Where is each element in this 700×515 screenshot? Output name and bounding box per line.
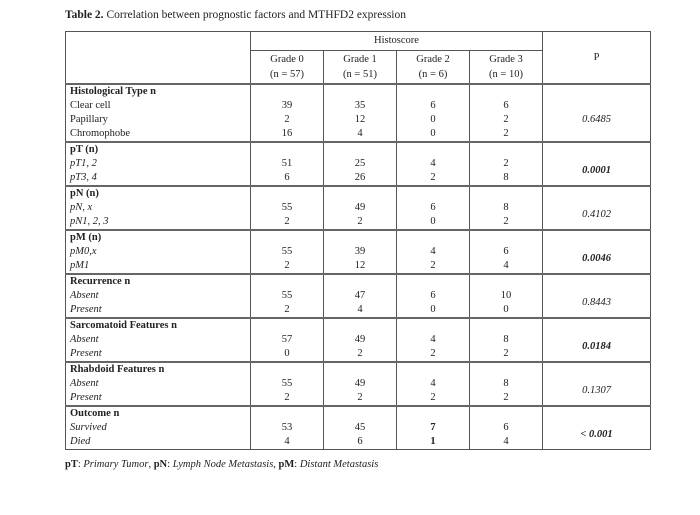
grade-name: Grade 2: [416, 54, 450, 65]
value-cell: 53: [251, 421, 324, 435]
value-cell: 12: [324, 259, 397, 274]
empty-cell: [470, 142, 543, 157]
empty-cell: [324, 84, 397, 99]
histoscore-header: Histoscore: [251, 32, 543, 51]
value-cell: 39: [324, 245, 397, 259]
value-cell: 4: [470, 435, 543, 450]
empty-cell: [324, 230, 397, 245]
table-row: [66, 377, 651, 391]
empty-cell: [251, 84, 324, 99]
value-cell: 2: [251, 391, 324, 406]
table-body: [66, 84, 651, 450]
value-cell: 2: [470, 157, 543, 171]
p-value: < 0.001: [543, 421, 651, 450]
empty-cell: [397, 274, 470, 289]
p-value: 0.6485: [543, 99, 651, 142]
value-cell: 2: [251, 215, 324, 230]
value-cell: 2: [324, 347, 397, 362]
value-cell: 2: [251, 113, 324, 127]
value-cell: 2: [397, 347, 470, 362]
empty-cell: [397, 406, 470, 421]
value-cell: 55: [251, 245, 324, 259]
empty-cell: [470, 230, 543, 245]
grade-n: (n = 6): [418, 69, 448, 80]
grade-header: [324, 51, 397, 85]
value-cell: 2: [470, 215, 543, 230]
value-cell: 47: [324, 289, 397, 303]
value-cell: 49: [324, 201, 397, 215]
value-cell: 49: [324, 377, 397, 391]
value-cell: 0: [397, 215, 470, 230]
value-cell: 0: [251, 347, 324, 362]
value-cell: 8: [470, 201, 543, 215]
value-cell: 2: [470, 347, 543, 362]
caption-text: Correlation between prognostic factors and MTHFD2 expression: [103, 9, 407, 21]
grade-n: (n = 10): [489, 69, 523, 80]
value-cell: 25: [324, 157, 397, 171]
grade-name: Grade 3: [489, 54, 523, 65]
row-label: pN1, 2, 3: [66, 215, 251, 230]
row-label: pT1, 2: [66, 157, 251, 171]
value-cell: 55: [251, 377, 324, 391]
value-cell: 4: [397, 157, 470, 171]
value-cell: 4: [324, 127, 397, 142]
value-cell: 2: [470, 127, 543, 142]
group-title: pN (n): [66, 186, 251, 201]
row-label: Absent: [66, 377, 251, 391]
footnote-def: Primary Tumor: [83, 459, 149, 470]
empty-cell: [324, 274, 397, 289]
row-label: pM1: [66, 259, 251, 274]
value-cell: 4: [470, 259, 543, 274]
p-value: 0.0046: [543, 245, 651, 274]
group-header-row: [66, 186, 651, 201]
group-title: Histological Type n: [66, 84, 251, 99]
group-header-row: [66, 362, 651, 377]
empty-cell: [397, 230, 470, 245]
footnote-abbr: pN: [153, 459, 168, 470]
group-title: Outcome n: [66, 406, 251, 421]
empty-cell: [543, 142, 651, 157]
value-cell: 0: [397, 113, 470, 127]
value-cell: 0: [397, 127, 470, 142]
empty-cell: [470, 186, 543, 201]
row-label: pM0,x: [66, 245, 251, 259]
value-cell: 2: [397, 171, 470, 186]
empty-cell: [251, 406, 324, 421]
value-cell: 6: [397, 99, 470, 113]
group-title: Rhabdoid Features n: [66, 362, 251, 377]
value-cell: 2: [470, 391, 543, 406]
table-row: [66, 245, 651, 259]
value-cell: 4: [397, 245, 470, 259]
value-cell: 55: [251, 201, 324, 215]
value-cell: 49: [324, 333, 397, 347]
table-row: [66, 289, 651, 303]
group-title: pT (n): [66, 142, 251, 157]
value-cell: 2: [397, 259, 470, 274]
value-cell: 55: [251, 289, 324, 303]
table-caption: [65, 8, 651, 23]
empty-cell: [470, 274, 543, 289]
table-row: [66, 99, 651, 113]
grade-n: (n = 57): [270, 69, 304, 80]
empty-cell: [543, 186, 651, 201]
footnote-def: Distant Metastasis: [299, 459, 379, 470]
value-cell: 7: [397, 421, 470, 435]
grade-header: [251, 51, 324, 85]
empty-cell: [251, 142, 324, 157]
p-value: 0.1307: [543, 377, 651, 406]
empty-cell: [543, 406, 651, 421]
p-header: P: [543, 32, 651, 85]
empty-cell: [324, 406, 397, 421]
value-cell: 8: [470, 333, 543, 347]
p-value: 0.0001: [543, 157, 651, 186]
empty-cell: [324, 318, 397, 333]
row-label: Absent: [66, 289, 251, 303]
value-cell: 39: [251, 99, 324, 113]
grade-header: [397, 51, 470, 85]
value-cell: 0: [470, 303, 543, 318]
group-header-row: [66, 274, 651, 289]
empty-cell: [543, 230, 651, 245]
value-cell: 12: [324, 113, 397, 127]
value-cell: 4: [324, 303, 397, 318]
row-label: pT3, 4: [66, 171, 251, 186]
footnote-def: Lymph Node Metastasis: [172, 459, 274, 470]
empty-cell: [324, 142, 397, 157]
empty-cell: [470, 406, 543, 421]
row-label: Present: [66, 391, 251, 406]
value-cell: 2: [251, 259, 324, 274]
empty-cell: [470, 318, 543, 333]
caption-label: Table 2.: [65, 9, 104, 21]
value-cell: 35: [324, 99, 397, 113]
empty-cell: [470, 362, 543, 377]
value-cell: 6: [251, 171, 324, 186]
value-cell: 0: [397, 303, 470, 318]
grade-n: (n = 51): [343, 69, 377, 80]
row-label: Papillary: [66, 113, 251, 127]
empty-cell: [251, 274, 324, 289]
empty-cell: [543, 318, 651, 333]
value-cell: 4: [251, 435, 324, 450]
value-cell: 4: [397, 377, 470, 391]
empty-cell: [251, 186, 324, 201]
row-label: Absent: [66, 333, 251, 347]
empty-cell: [543, 362, 651, 377]
empty-cell: [397, 318, 470, 333]
value-cell: 2: [251, 303, 324, 318]
value-cell: 6: [470, 245, 543, 259]
correlation-table: [65, 31, 651, 450]
value-cell: 51: [251, 157, 324, 171]
empty-cell: [397, 362, 470, 377]
value-cell: 2: [324, 215, 397, 230]
p-value: 0.8443: [543, 289, 651, 318]
header-blank: [66, 32, 251, 85]
value-cell: 2: [324, 391, 397, 406]
footnote-abbr: pT: [65, 459, 78, 470]
empty-cell: [251, 318, 324, 333]
empty-cell: [251, 362, 324, 377]
empty-cell: [251, 230, 324, 245]
table-row: [66, 201, 651, 215]
group-header-row: [66, 406, 651, 421]
p-value: 0.4102: [543, 201, 651, 230]
value-cell: 26: [324, 171, 397, 186]
row-label: Present: [66, 303, 251, 318]
table-row: [66, 157, 651, 171]
value-cell: 8: [470, 377, 543, 391]
empty-cell: [397, 186, 470, 201]
value-cell: 6: [324, 435, 397, 450]
empty-cell: [397, 84, 470, 99]
p-value: 0.0184: [543, 333, 651, 362]
row-label: pN, x: [66, 201, 251, 215]
row-label: Clear cell: [66, 99, 251, 113]
row-label: Chromophobe: [66, 127, 251, 142]
row-label: Survived: [66, 421, 251, 435]
group-header-row: [66, 142, 651, 157]
value-cell: 4: [397, 333, 470, 347]
value-cell: 1: [397, 435, 470, 450]
value-cell: 2: [470, 113, 543, 127]
group-title: Recurrence n: [66, 274, 251, 289]
value-cell: 57: [251, 333, 324, 347]
footnote: pT: Primary Tumor, pN: Lymph Node Metastasis, pM: Distant Metastasis: [65, 459, 379, 470]
empty-cell: [324, 186, 397, 201]
group-header-row: [66, 318, 651, 333]
table-row: [66, 421, 651, 435]
value-cell: 6: [470, 421, 543, 435]
footnote-abbr: pM: [278, 459, 295, 470]
empty-cell: [324, 362, 397, 377]
value-cell: 10: [470, 289, 543, 303]
header-row-1: [66, 32, 651, 51]
value-cell: 6: [397, 289, 470, 303]
row-label: Died: [66, 435, 251, 450]
group-header-row: [66, 230, 651, 245]
grade-name: Grade 0: [270, 54, 304, 65]
table-row: [66, 333, 651, 347]
value-cell: 16: [251, 127, 324, 142]
value-cell: 45: [324, 421, 397, 435]
empty-cell: [543, 84, 651, 99]
value-cell: 6: [397, 201, 470, 215]
grade-name: Grade 1: [343, 54, 377, 65]
grade-header: [470, 51, 543, 85]
empty-cell: [470, 84, 543, 99]
value-cell: 8: [470, 171, 543, 186]
group-title: Sarcomatoid Features n: [66, 318, 251, 333]
row-label: Present: [66, 347, 251, 362]
empty-cell: [543, 274, 651, 289]
value-cell: 6: [470, 99, 543, 113]
value-cell: 2: [397, 391, 470, 406]
group-title: pM (n): [66, 230, 251, 245]
group-header-row: [66, 84, 651, 99]
empty-cell: [397, 142, 470, 157]
